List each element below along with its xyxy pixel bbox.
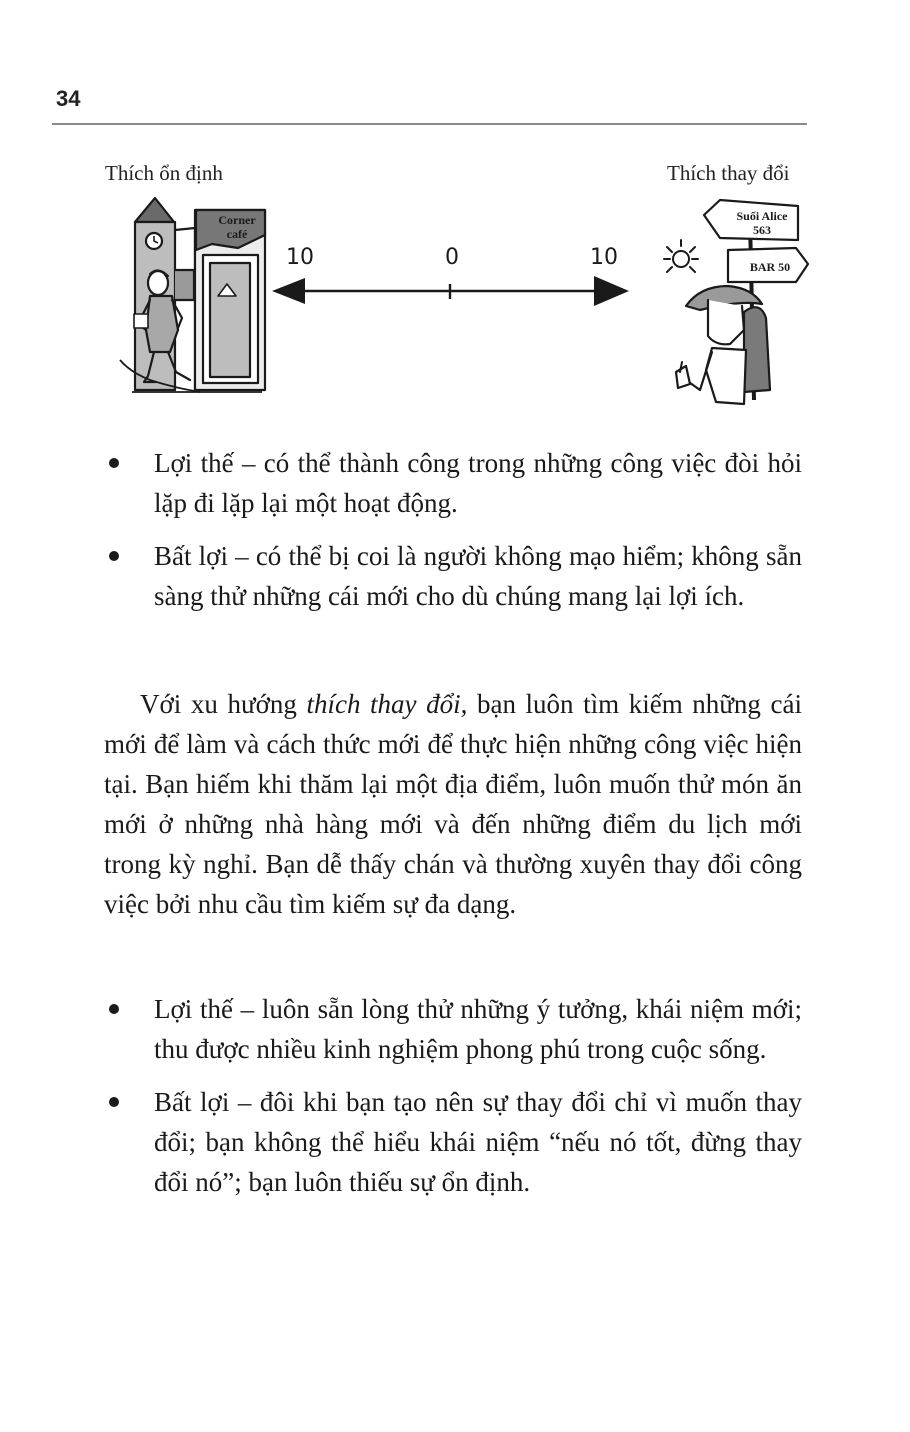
scale-left-label: Thích ổn định bbox=[105, 161, 223, 185]
right-arrowhead bbox=[594, 276, 629, 306]
hitchhiker-drawing bbox=[676, 286, 770, 404]
signpost-top-line2: 563 bbox=[753, 223, 771, 237]
bullet-text: Bất lợi – đôi khi bạn tạo nên sự thay đổi chỉ vì muốn thay đổi; bạn không thể hiểu khái niệm “nếu nó tốt, đừng thay đổi nó”; bạn luôn thiếu sự ổn định. bbox=[154, 1087, 802, 1197]
sun-drawing bbox=[664, 240, 698, 272]
list-item bbox=[104, 536, 802, 616]
signpost-top-line1: Suối Alice bbox=[736, 209, 788, 223]
bullet-text: Lợi thế – luôn sẵn lòng thử những ý tưởng, khái niệm mới; thu được nhiều kinh nghiệm phong phú trong cuộc sống. bbox=[154, 994, 802, 1064]
bullet-dot bbox=[109, 458, 119, 468]
signpost-bottom-label: BAR 50 bbox=[749, 260, 791, 274]
scale-illustration bbox=[0, 0, 910, 440]
scale-right-label: Thích thay đổi bbox=[667, 161, 790, 185]
scale-arrow bbox=[272, 245, 629, 306]
stable-bullet-list bbox=[104, 443, 802, 616]
cafe-sign-line2: café bbox=[226, 227, 248, 241]
change-paragraph bbox=[104, 684, 802, 924]
scale-left-value: 10 bbox=[286, 245, 314, 270]
bullet-text: Bất lợi – có thể bị coi là người không mạo hiểm; không sẵn sàng thử những cái mới cho dù chúng mang lại lợi ích. bbox=[154, 541, 802, 611]
bullet-dot bbox=[109, 1097, 119, 1107]
scale-center-value: 0 bbox=[445, 245, 459, 270]
page-number: 34 bbox=[56, 86, 81, 111]
paragraph-rest: bạn luôn tìm kiếm những cái mới để làm và cách thức mới để thực hiện những công việc hiện tại. Bạn hiếm khi thăm lại một địa điểm, luôn muốn thử món ăn mới ở những nhà hàng mới và đến những điểm du lịch mới trong kỳ nghỉ. Bạn dễ thấy chán và thường xuyên thay đổi công việc bởi nhu cầu tìm kiếm sự đa dạng. bbox=[104, 689, 802, 919]
scale-right-value: 10 bbox=[590, 245, 618, 270]
list-item bbox=[104, 989, 802, 1069]
cafe-sign-line1: Corner bbox=[218, 213, 256, 227]
bullet-dot bbox=[109, 551, 119, 561]
list-item bbox=[104, 1082, 802, 1202]
paragraph-prefix: Với xu hướng bbox=[140, 689, 307, 719]
list-item bbox=[104, 443, 802, 523]
bullet-text: Lợi thế – có thể thành công trong những công việc đòi hỏi lặp đi lặp lại một hoạt động. bbox=[154, 448, 802, 518]
bullet-dot bbox=[109, 1004, 119, 1014]
change-bullet-list bbox=[104, 989, 802, 1202]
paragraph-emphasis: thích thay đổi, bbox=[306, 689, 468, 719]
